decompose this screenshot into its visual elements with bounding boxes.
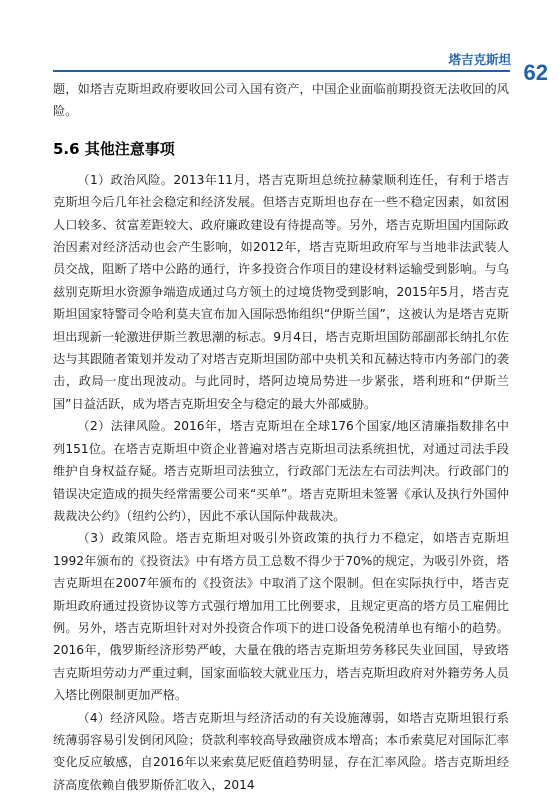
running-header-title: 塔吉克斯坦 <box>448 52 511 67</box>
section-heading: 5.6 其他注意事项 <box>53 139 175 158</box>
header-divider <box>53 70 510 72</box>
paragraph-economic-risk: （4）经济风险。塔吉克斯坦与经济活动的有关设施薄弱，如塔吉克斯坦银行系统薄弱容易引发倒闭风险；贷款利率较高导致融资成本增高；本币索莫尼对国际汇率变化反应敏感，自2016年以来索莫尼贬值趋势明显，存在汇率风险。塔吉克斯坦经济高度依赖自俄罗斯侨汇收入，2014 <box>53 710 509 792</box>
paragraph-legal-risk: （2）法律风险。2016年，塔吉克斯坦在全球176个国家/地区清廉指数排名中列151位。在塔吉克斯坦中资企业普遍对塔吉克斯坦司法系统担忧，对通过司法手段维护自身权益存疑。塔吉克斯坦司法独立，行政部门无法左右司法判决。行政部门的错误决定造成的损失经常需要公司来“买单”。塔吉克斯坦未签署《承认及执行外国仲裁裁决公约》（纽约公约），因此不承认国际仲裁裁决。 <box>53 419 509 523</box>
paragraph-policy-risk: （3）政策风险。塔吉克斯坦对吸引外资政策的执行力不稳定，如塔吉克斯坦1992年颁布的《投资法》中有塔方员工总数不得少于70%的规定，为吸引外资，塔吉克斯坦在2007年颁布的《投资法》中取消了这个限制。但在实际执行中，塔吉克斯坦政府通过投资协议等方式强行增加用工比例要求，且规定更高的塔方员工雇佣比例。另外，塔吉克斯坦针对对外投资合作项下的进口设备免税清单也有缩小的趋势。2016年，俄罗斯经济形势严峻，大量在俄的塔吉克斯坦劳务移民失业回国，导致塔吉克斯坦劳动力严重过剩，国家面临较大就业压力，塔吉克斯坦政府对外籍劳务人员入塔比例限制更加严格。 <box>53 531 509 703</box>
continued-paragraph: 题，如塔吉克斯坦政府要收回公司入国有资产，中国企业面临前期投资无法收回的风险。 <box>53 82 509 119</box>
page-number: 62 <box>523 60 548 85</box>
paragraph-political-risk: （1）政治风险。2013年11月，塔吉克斯坦总统拉赫蒙顺利连任，有利于塔吉克斯坦今后几年社会稳定和经济发展。但塔吉克斯坦也存在一些不稳定因素，如贫困人口较多、贫富差距较大、政府廉政建设有待提高等。另外，塔吉克斯坦国内国际政治因素对经济活动也会产生影响，如2012年，塔吉克斯坦政府军与当地非法武装人员交战，阻断了塔中公路的通行，许多投资合作项目的建设材料运输受到影响。与乌兹别克斯坦水资源争端造成通过乌方领土的过境货物受到影响，2015年5月，塔吉克斯坦国家特警司令哈利莫夫宣布加入国际恐怖组织“伊斯兰国”，这被认为是塔吉克斯坦出现新一轮激进伊斯兰教思潮的标志。9月4日，塔吉克斯坦国防部副部长纳扎尔佐达与其跟随者策划并发动了对塔吉克斯坦国防部中央机关和瓦赫达特市内务部门的袭击，政局一度出现波动。与此同时，塔阿边境局势进一步紧张，塔利班和“伊斯兰国”日益活跃，成为塔吉克斯坦安全与稳定的最大外部威胁。 <box>53 172 509 411</box>
page-body <box>53 78 509 796</box>
